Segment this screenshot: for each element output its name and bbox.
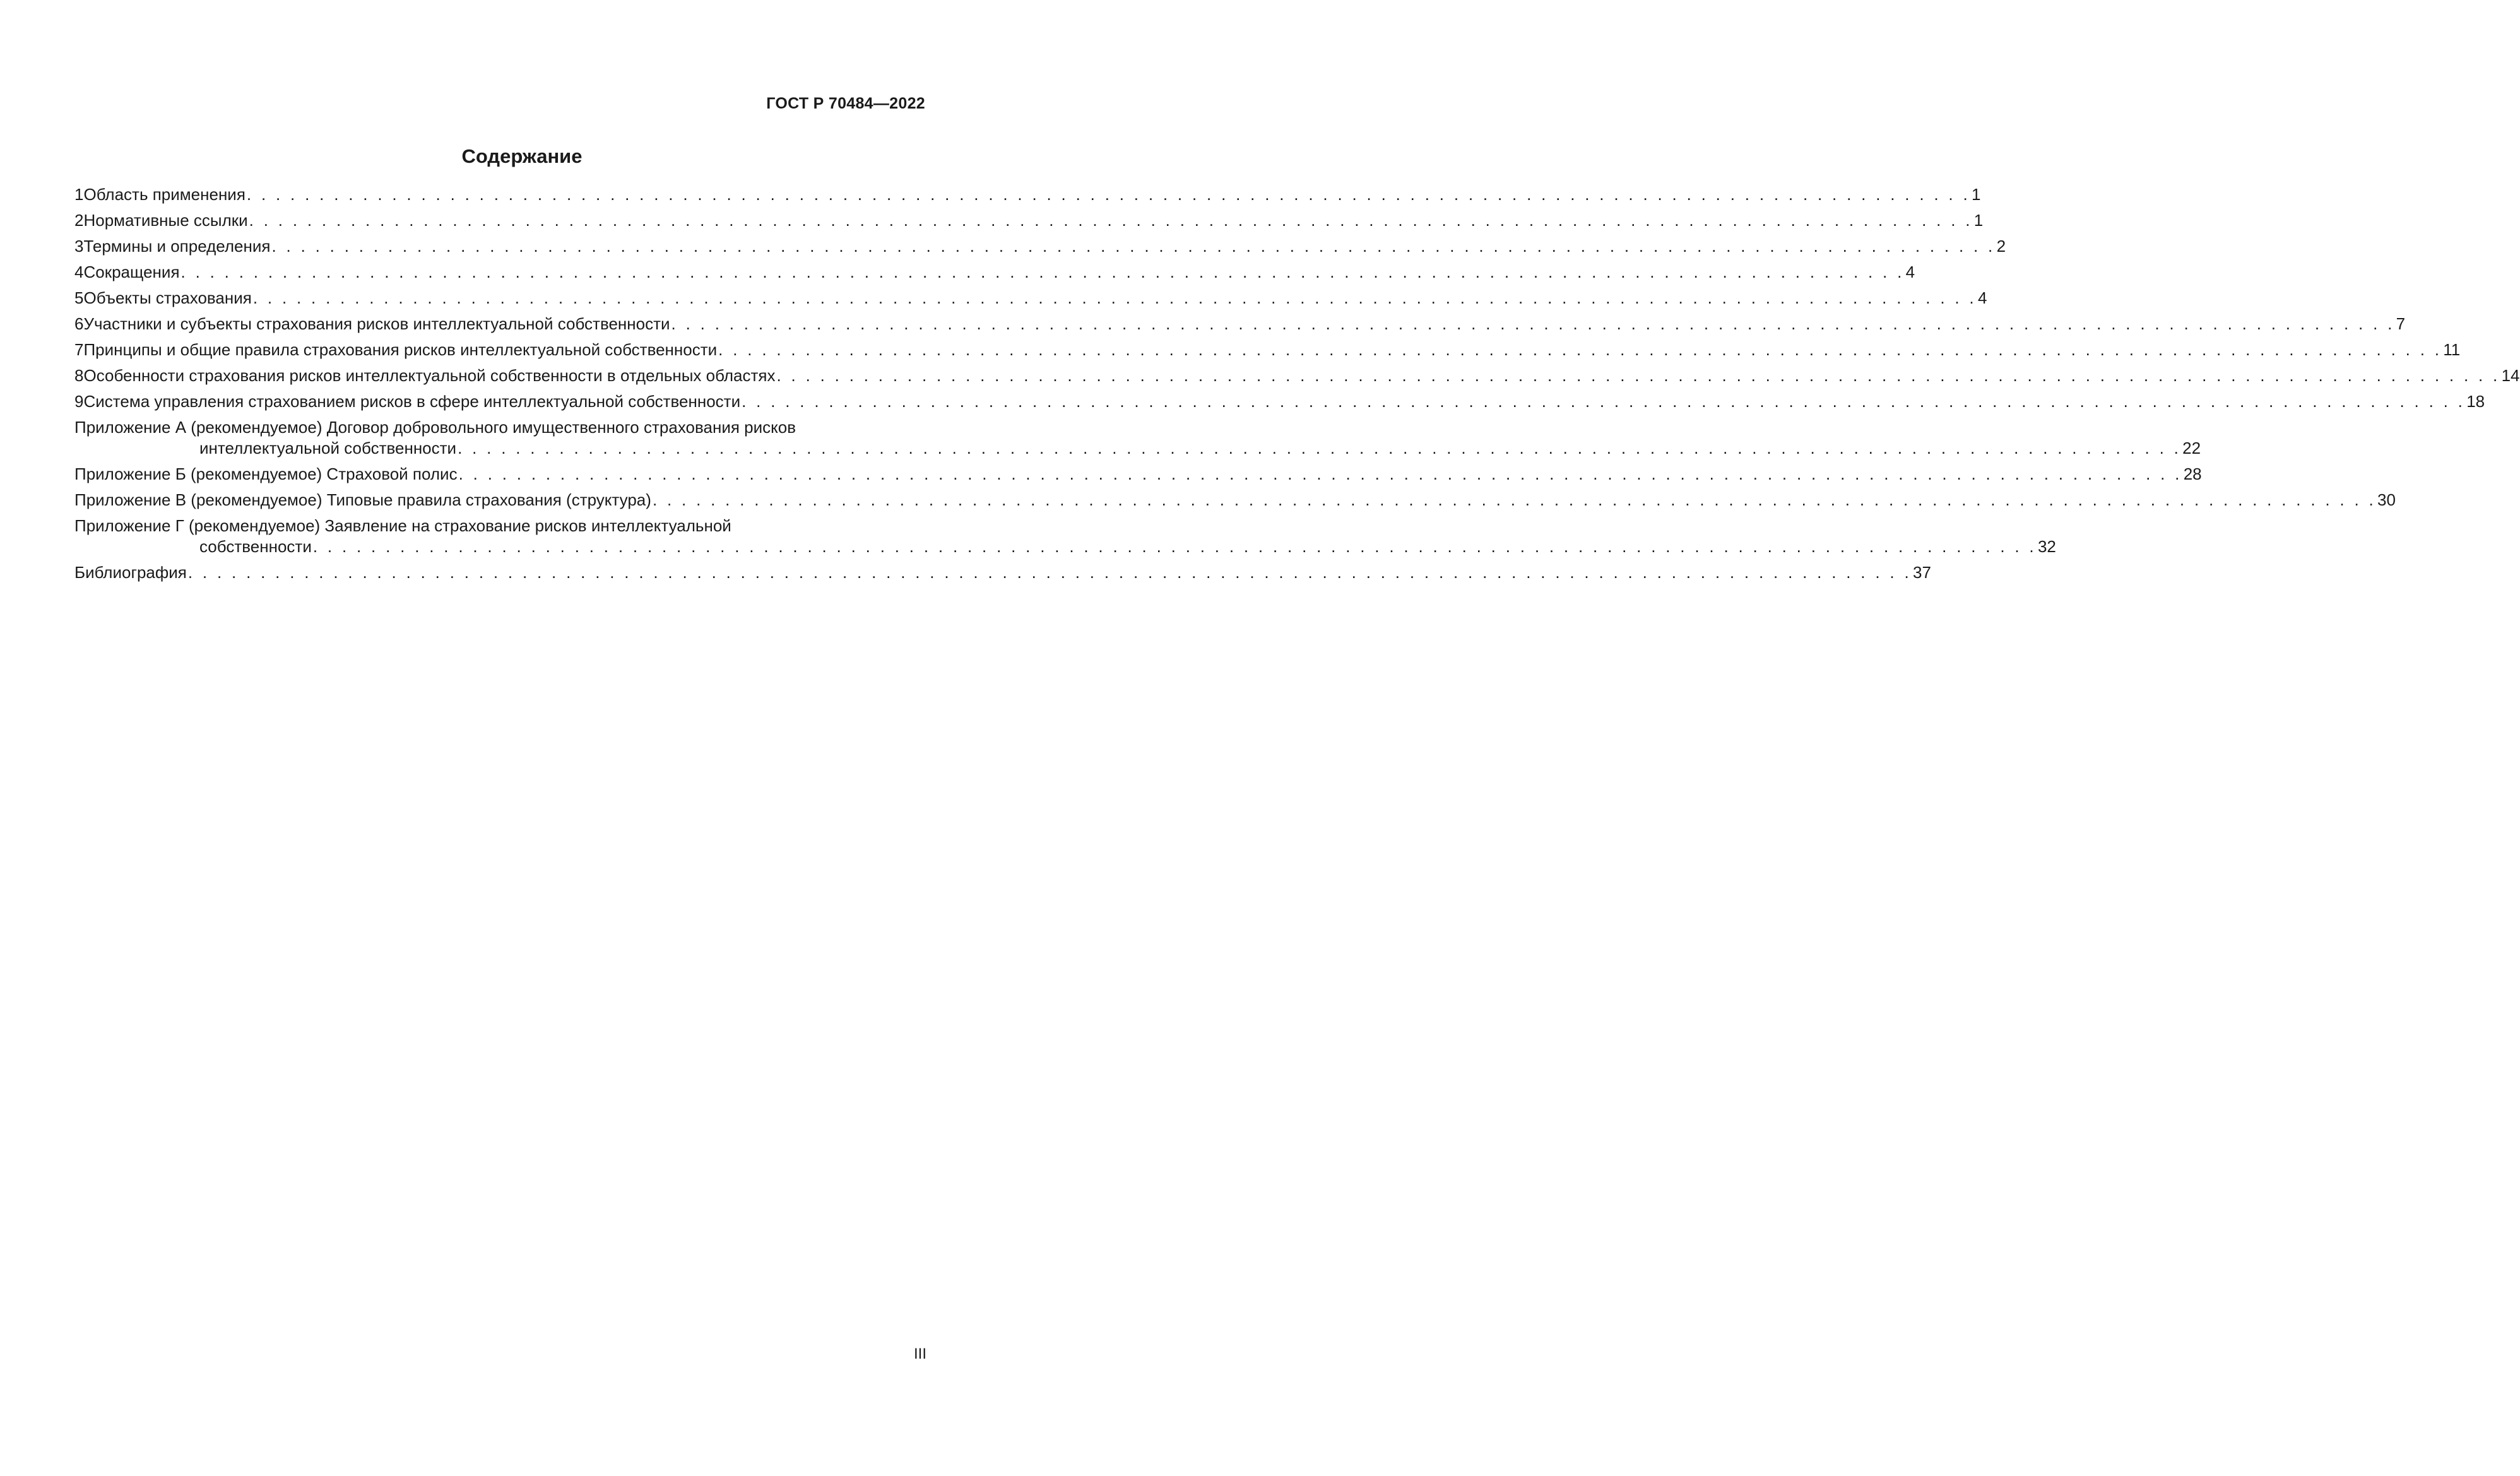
toc-dot-leader: . . . . . . . . . . . . . . . . . . . . . . . . . . . . . . . . . . . . . . . . . . . . . . . . . . . . . . . . . . . . . . . . . . . . . . . . . . . . . . . . . . . . . . . . . . . . . . . . . . . . . . . . . . . . . . . . . . . . . . . xyxy=(776,366,2500,385)
toc-dot-leader: . . . . . . . . . . . . . . . . . . . . . . . . . . . . . . . . . . . . . . . . . . . . . . . . . . . . . . . . . . . . . . . . . . . . . . . . . . . . . . . . . . . . . . . . . . . . . . . . . . . . . . . . . . . . . . . . . . . . . . . xyxy=(671,314,2395,333)
toc-entry-line xyxy=(74,365,2520,386)
toc-entry-number: 3 xyxy=(74,237,84,256)
toc-entry-page: 28 xyxy=(2183,464,2202,483)
toc-entry-title: Сокращения xyxy=(83,263,180,281)
toc-entry-line xyxy=(74,210,1984,231)
toc-entry-page: 32 xyxy=(2037,537,2056,556)
toc-entry-line xyxy=(74,438,2201,459)
toc-entry-number: 4 xyxy=(74,263,84,281)
toc-dot-leader: . . . . . . . . . . . . . . . . . . . . . . . . . . . . . . . . . . . . . . . . . . . . . . . . . . . . . . . . . . . . . . . . . . . . . . . . . . . . . . . . . . . . . . . . . . . . . . . . . . . . . . . . . . . . . . . . . . . . . . . xyxy=(742,392,2466,411)
toc-dot-leader: . . . . . . . . . . . . . . . . . . . . . . . . . . . . . . . . . . . . . . . . . . . . . . . . . . . . . . . . . . . . . . . . . . . . . . . . . . . . . . . . . . . . . . . . . . . . . . . . . . . . . . . . . . . . . . . . . . . . . . . xyxy=(187,563,1912,582)
toc-entry[interactable] xyxy=(74,236,2006,257)
toc-entry-page: 22 xyxy=(2182,439,2201,458)
toc-entry-title: Приложение А (рекомендуемое) Договор добровольного имущественного страхования рисков xyxy=(74,418,796,437)
toc-dot-leader: . . . . . . . . . . . . . . . . . . . . . . . . . . . . . . . . . . . . . . . . . . . . . . . . . . . . . . . . . . . . . . . . . . . . . . . . . . . . . . . . . . . . . . . . . . . . . . . . . . . . . . . . . . . . . . . . . . . . . . . xyxy=(180,263,1905,281)
toc-dot-leader: . . . . . . . . . . . . . . . . . . . . . . . . . . . . . . . . . . . . . . . . . . . . . . . . . . . . . . . . . . . . . . . . . . . . . . . . . . . . . . . . . . . . . . . . . . . . . . . . . . . . . . . . . . . . . . . . . . . . . . . xyxy=(458,464,2182,483)
toc-entry-line xyxy=(74,262,1915,283)
toc-entry-page: 11 xyxy=(2443,340,2461,359)
toc-entry-page: 18 xyxy=(2466,392,2485,411)
toc-entry-page: 7 xyxy=(2396,314,2406,333)
toc-entry-line xyxy=(74,391,2485,412)
toc-entry-title: Приложение Б (рекомендуемое) Страховой полис xyxy=(74,464,458,483)
toc-entry-line xyxy=(74,288,1987,309)
toc-entry-line xyxy=(74,536,2056,557)
toc-entry-line xyxy=(74,314,2406,334)
toc-entry-title: Система управления страхованием рисков в сфере интеллектуальной собственности xyxy=(83,392,741,411)
toc-entry-number: 9 xyxy=(74,392,84,411)
toc-entry-page: 30 xyxy=(2377,490,2396,509)
toc-entry-line xyxy=(74,464,2202,485)
toc-entry-line xyxy=(74,417,925,438)
toc-entry[interactable] xyxy=(74,210,1984,231)
toc-entry-page: 37 xyxy=(1912,563,1931,582)
toc-dot-leader: . . . . . . . . . . . . . . . . . . . . . . . . . . . . . . . . . . . . . . . . . . . . . . . . . . . . . . . . . . . . . . . . . . . . . . . . . . . . . . . . . . . . . . . . . . . . . . . . . . . . . . . . . . . . . . . . . . . . . . . xyxy=(652,490,2377,509)
toc-entry-title: Библиография xyxy=(74,563,187,582)
toc-entry-title: Область применения xyxy=(83,185,245,204)
toc-dot-leader: . . . . . . . . . . . . . . . . . . . . . . . . . . . . . . . . . . . . . . . . . . . . . . . . . . . . . . . . . . . . . . . . . . . . . . . . . . . . . . . . . . . . . . . . . . . . . . . . . . . . . . . . . . . . . . . . . . . . . . . xyxy=(271,237,1996,256)
toc-entry-line xyxy=(74,339,2461,360)
toc-entry[interactable] xyxy=(74,391,2485,412)
toc-dot-leader: . . . . . . . . . . . . . . . . . . . . . . . . . . . . . . . . . . . . . . . . . . . . . . . . . . . . . . . . . . . . . . . . . . . . . . . . . . . . . . . . . . . . . . . . . . . . . . . . . . . . . . . . . . . . . . . . . . . . . . . xyxy=(249,211,1973,230)
toc-entry-title: интеллектуальной собственности xyxy=(199,439,457,458)
toc-entry-line xyxy=(74,516,925,536)
toc-entry-title: Особенности страхования рисков интеллектуальной собственности в отдельных областях xyxy=(83,366,776,385)
toc-entry[interactable] xyxy=(74,262,1915,283)
toc-entry-title: Принципы и общие правила страхования рисков интеллектуальной собственности xyxy=(83,340,718,359)
page-number: III xyxy=(913,1345,926,1362)
toc-entry-number: 6 xyxy=(74,314,84,333)
toc-entry[interactable] xyxy=(74,314,2406,334)
toc-entry-page: 1 xyxy=(1972,185,1981,204)
toc-dot-leader: . . . . . . . . . . . . . . . . . . . . . . . . . . . . . . . . . . . . . . . . . . . . . . . . . . . . . . . . . . . . . . . . . . . . . . . . . . . . . . . . . . . . . . . . . . . . . . . . . . . . . . . . . . . . . . . . . . . . . . . xyxy=(252,288,1977,307)
toc-entry-title: Приложение В (рекомендуемое) Типовые правила страхования (структура) xyxy=(74,490,651,509)
toc-entry-page: 4 xyxy=(1977,288,1987,307)
toc-entry-title: Термины и определения xyxy=(83,237,271,256)
toc-entry[interactable] xyxy=(74,490,2396,511)
toc-entry[interactable] xyxy=(74,365,2520,386)
toc-entry[interactable] xyxy=(74,464,2202,485)
toc-entry-page: 1 xyxy=(1973,211,1984,230)
table-of-contents xyxy=(74,184,2520,588)
toc-entry-title: собственности xyxy=(199,537,312,556)
toc-entry-line xyxy=(74,236,2006,257)
toc-dot-leader: . . . . . . . . . . . . . . . . . . . . . . . . . . . . . . . . . . . . . . . . . . . . . . . . . . . . . . . . . . . . . . . . . . . . . . . . . . . . . . . . . . . . . . . . . . . . . . . . . . . . . . . . . . . . . . . . . . . . . . . xyxy=(458,439,2182,458)
toc-entry[interactable] xyxy=(74,339,2461,360)
toc-entry[interactable] xyxy=(74,288,1987,309)
toc-entry-title: Нормативные ссылки xyxy=(83,211,248,230)
toc-dot-leader: . . . . . . . . . . . . . . . . . . . . . . . . . . . . . . . . . . . . . . . . . . . . . . . . . . . . . . . . . . . . . . . . . . . . . . . . . . . . . . . . . . . . . . . . . . . . . . . . . . . . . . . . . . . . . . . . . . . . . . . xyxy=(718,340,2442,359)
toc-entry-number: 8 xyxy=(74,366,84,385)
toc-entry-title: Участники и субъекты страхования рисков интеллектуальной собственности xyxy=(83,314,670,333)
toc-entry-line xyxy=(74,562,1931,583)
toc-title: Содержание xyxy=(461,145,583,167)
toc-entry-title: Приложение Г (рекомендуемое) Заявление на страхование рисков интеллектуальной xyxy=(74,516,731,535)
toc-entry-number: 7 xyxy=(74,340,84,359)
toc-dot-leader: . . . . . . . . . . . . . . . . . . . . . . . . . . . . . . . . . . . . . . . . . . . . . . . . . . . . . . . . . . . . . . . . . . . . . . . . . . . . . . . . . . . . . . . . . . . . . . . . . . . . . . . . . . . . . . . . . . . . . . . xyxy=(246,185,1971,204)
toc-entry[interactable] xyxy=(74,417,2201,459)
toc-entry-page: 4 xyxy=(1905,263,1915,281)
toc-entry-page: 2 xyxy=(1996,237,2006,256)
toc-entry[interactable] xyxy=(74,562,1931,583)
toc-entry-title: Объекты страхования xyxy=(83,288,252,307)
toc-entry-page: 14 xyxy=(2501,366,2520,385)
document-code: ГОСТ Р 70484—2022 xyxy=(766,95,925,112)
toc-entry[interactable] xyxy=(74,516,2056,557)
toc-dot-leader: . . . . . . . . . . . . . . . . . . . . . . . . . . . . . . . . . . . . . . . . . . . . . . . . . . . . . . . . . . . . . . . . . . . . . . . . . . . . . . . . . . . . . . . . . . . . . . . . . . . . . . . . . . . . . . . . . . . . . . . xyxy=(312,537,2037,556)
toc-entry-line xyxy=(74,490,2396,511)
toc-entry-number: 2 xyxy=(74,211,84,230)
toc-entry[interactable] xyxy=(74,184,1981,205)
toc-entry-number: 1 xyxy=(74,185,84,204)
toc-entry-line xyxy=(74,184,1981,205)
toc-entry-number: 5 xyxy=(74,288,84,307)
